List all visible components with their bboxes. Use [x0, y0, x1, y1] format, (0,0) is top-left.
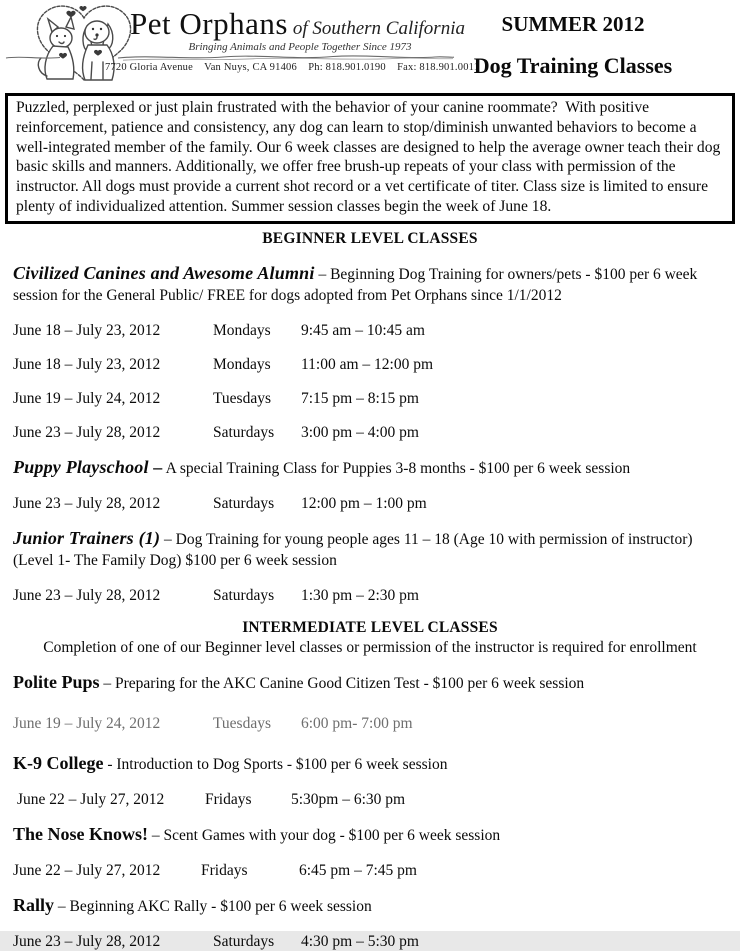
class-description: – Beginning Dog Training for owners/pets - $100 per 6 week session for the General Public/ FREE for dogs adopted from Pet Orphans since 1/1/2012 — [13, 265, 698, 304]
intro-box — [5, 93, 735, 224]
schedule-dates: June 23 – July 28, 2012 — [13, 494, 161, 512]
class-title — [13, 528, 730, 571]
schedule-dates: June 23 – July 28, 2012 — [13, 932, 161, 950]
intro-paragraph: Puzzled, perplexed or just plain frustrated with the behavior of your canine roommate? With positive reinforcement, patience and consistency, any dog can learn to stop/diminish unwanted behaviors to become a well-integrated member of the family. Our 6 week classes are designed to help the average owner teach their dog basic skills and manners. Additionally, we offer free brush-up repeats of your class with permission of the instructor. All dogs must provide a current shot record or a vet certificate of titer. Class size is limited to ensure plenty of individualized attention. Summer session classes begin the week of June 18. — [16, 99, 725, 215]
doc-title-season: SUMMER 2012 — [501, 12, 645, 36]
schedule-time: 4:30 pm – 5:30 pm — [301, 932, 419, 950]
schedule-day: Saturdays — [213, 494, 275, 512]
class-name: Rally — [13, 894, 55, 915]
schedule-time: 6:45 pm – 7:45 pm — [299, 861, 417, 879]
section-heading-intermediate: INTERMEDIATE LEVEL CLASSES — [242, 618, 498, 636]
schedule-time: 11:00 am – 12:00 pm — [301, 355, 434, 373]
class-description: - Introduction to Dog Sports - $100 per 6 week session — [107, 755, 448, 773]
class-description: A special Training Class for Puppies 3-8 months - $100 per 6 week session — [165, 459, 631, 477]
org-name-line — [130, 6, 465, 42]
class-title — [13, 672, 730, 694]
org-address: 7720 Gloria Avenue Van Nuys, CA 91406 Ph: 818.901.0190 Fax: 818.901.0011 — [105, 62, 480, 73]
schedule-row — [13, 714, 740, 733]
schedule-row — [13, 932, 740, 951]
class-title — [13, 824, 730, 846]
section-intermediate — [0, 619, 740, 951]
class-description: – Preparing for the AKC Canine Good Citizen Test - $100 per 6 week session — [103, 674, 585, 692]
schedule-time: 9:45 am – 10:45 am — [301, 321, 425, 339]
class-block-polite-pups — [0, 672, 740, 733]
schedule-row — [13, 423, 740, 442]
class-block-k9-college — [0, 753, 740, 809]
schedule-day: Saturdays — [213, 932, 275, 950]
sketch-divider-line — [3, 52, 455, 62]
section-subheading-intermediate: Completion of one of our Beginner level classes or permission of the instructor is required for enrollment — [43, 638, 697, 656]
class-block-junior-trainers — [0, 528, 740, 605]
schedule-day: Fridays — [205, 790, 252, 808]
schedule-dates: June 19 – July 24, 2012 — [13, 389, 161, 407]
schedule-day: Tuesdays — [213, 389, 271, 407]
doc-title-subject: Dog Training Classes — [473, 53, 673, 78]
schedule-time: 12:00 pm – 1:00 pm — [301, 494, 427, 512]
class-description: – Beginning AKC Rally - $100 per 6 week session — [57, 897, 372, 915]
schedule-time: 3:00 pm – 4:00 pm — [301, 423, 419, 441]
schedule-dates: June 23 – July 28, 2012 — [13, 586, 161, 604]
class-name: The Nose Knows! — [13, 823, 149, 844]
class-name: Puppy Playschool – — [13, 456, 163, 477]
class-title — [13, 457, 730, 479]
schedule-dates: June 18 – July 23, 2012 — [13, 321, 161, 339]
org-tagline: Bringing Animals and People Together Since 1973 — [188, 41, 412, 53]
class-name: Junior Trainers (1) — [13, 527, 161, 548]
masthead — [0, 0, 740, 91]
doc-title — [460, 12, 686, 79]
cat-dog-heart-logo-icon — [28, 2, 140, 86]
schedule-time: 7:15 pm – 8:15 pm — [301, 389, 419, 407]
class-block-puppy-playschool — [0, 457, 740, 513]
class-description: – Scent Games with your dog - $100 per 6 week session — [151, 826, 501, 844]
schedule-row — [13, 321, 740, 340]
schedule-dates: June 23 – July 28, 2012 — [13, 423, 161, 441]
class-title — [13, 753, 730, 775]
schedule-day: Mondays — [213, 355, 271, 373]
schedule-time: 1:30 pm – 2:30 pm — [301, 586, 419, 604]
class-title — [13, 263, 730, 306]
schedule-day: Mondays — [213, 321, 271, 339]
class-description: – Dog Training for young people ages 11 – 18 (Age 10 with permission of instructor) (Level 1- The Family Dog) $100 per 6 week session — [13, 530, 693, 569]
class-name: Polite Pups — [13, 671, 100, 692]
class-block-civilized-canines — [0, 263, 740, 442]
class-name: Civilized Canines and Awesome Alumni — [13, 262, 315, 283]
schedule-row — [13, 861, 740, 880]
schedule-row — [13, 586, 740, 605]
section-heading-beginner: BEGINNER LEVEL CLASSES — [262, 229, 478, 247]
schedule-row — [13, 389, 740, 408]
schedule-dates: June 22 – July 27, 2012 — [13, 861, 161, 879]
schedule-row — [17, 790, 740, 809]
class-title — [13, 895, 730, 917]
schedule-dates: June 18 – July 23, 2012 — [13, 355, 161, 373]
schedule-dates: June 22 – July 27, 2012 — [17, 790, 165, 808]
org-name: Pet Orphans — [130, 6, 288, 41]
class-name: K-9 College — [13, 752, 104, 773]
section-beginner — [0, 230, 740, 605]
schedule-time: 6:00 pm- 7:00 pm — [301, 714, 413, 732]
schedule-day: Saturdays — [213, 423, 275, 441]
class-block-rally — [0, 895, 740, 951]
schedule-row — [13, 494, 740, 513]
schedule-time: 5:30pm – 6:30 pm — [291, 790, 406, 808]
schedule-day: Saturdays — [213, 586, 275, 604]
org-suffix: of Southern California — [292, 18, 465, 39]
schedule-day: Tuesdays — [213, 714, 271, 732]
schedule-dates: June 19 – July 24, 2012 — [13, 714, 161, 732]
schedule-day: Fridays — [201, 861, 248, 879]
schedule-row — [13, 355, 740, 374]
class-block-nose-knows — [0, 824, 740, 880]
